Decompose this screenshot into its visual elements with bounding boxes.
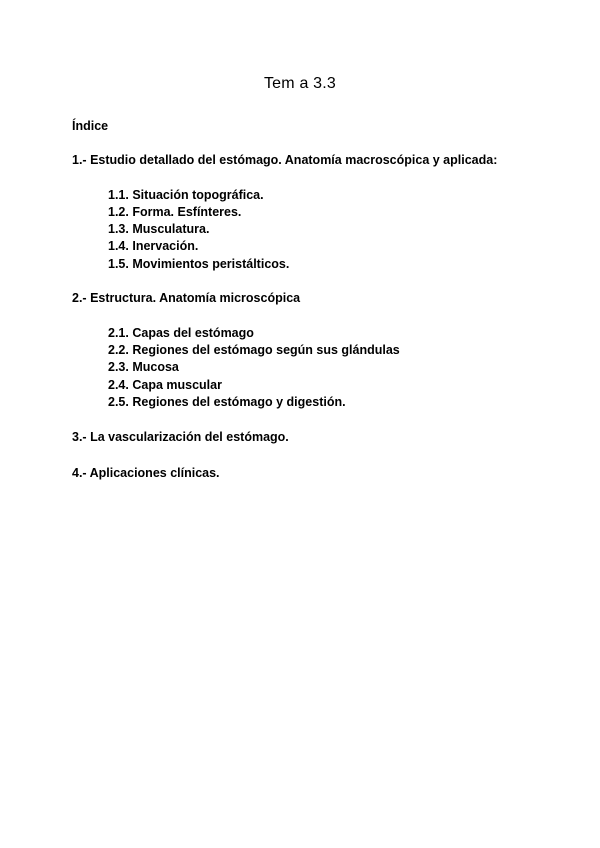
subsection-text: Capas del estómago [132, 326, 254, 340]
page-title: Tem a 3.3 [263, 75, 337, 92]
subsection-number: 2.4. [108, 378, 129, 392]
subsection-text: Forma. Esfínteres. [132, 205, 242, 219]
subsection-number: 1.4. [108, 239, 129, 253]
section-text: Estudio detallado del estómago. Anatomía macroscópica y aplicada: [90, 153, 498, 167]
subsection-number: 2.1. [108, 326, 129, 340]
subsection-number: 1.2. [108, 205, 129, 219]
section-text: Aplicaciones clínicas. [89, 466, 220, 480]
subsection-number: 1.1. [108, 188, 129, 202]
subsection-item [108, 359, 179, 375]
subsection-item [108, 238, 198, 254]
subsection-text: Capa muscular [132, 378, 222, 392]
section-number: 4.- [72, 466, 87, 480]
index-label: Índice [72, 119, 109, 133]
subsection-text: Regiones del estómago y digestión. [132, 395, 346, 409]
subsection-text: Regiones del estómago según sus glándulas [132, 343, 400, 357]
subsection-number: 2.3. [108, 360, 129, 374]
section-number: 1.- [72, 153, 87, 167]
subsection-item [108, 187, 264, 203]
subsection-text: Mucosa [132, 360, 179, 374]
subsection-item [108, 394, 346, 410]
subsection-number: 1.5. [108, 257, 129, 271]
subsection-number: 1.3. [108, 222, 129, 236]
subsection-item [108, 256, 289, 272]
subsection-item [108, 204, 241, 220]
section-heading-2 [72, 290, 300, 306]
subsection-item [108, 377, 222, 393]
subsection-number: 2.2. [108, 343, 129, 357]
section-heading-1 [72, 152, 497, 168]
subsection-text: Musculatura. [132, 222, 210, 236]
section-number: 2.- [72, 291, 87, 305]
subsection-text: Situación topográfica. [132, 188, 264, 202]
section-text: La vascularización del estómago. [90, 430, 289, 444]
subsection-item [108, 325, 254, 341]
subsection-text: Inervación. [132, 239, 199, 253]
section-heading-4 [72, 465, 220, 481]
subsection-item [108, 342, 400, 358]
subsection-item [108, 221, 209, 237]
section-number: 3.- [72, 430, 87, 444]
section-text: Estructura. Anatomía microscópica [90, 291, 301, 305]
subsection-text: Movimientos peristálticos. [132, 257, 290, 271]
section-heading-3 [72, 429, 289, 445]
subsection-number: 2.5. [108, 395, 129, 409]
